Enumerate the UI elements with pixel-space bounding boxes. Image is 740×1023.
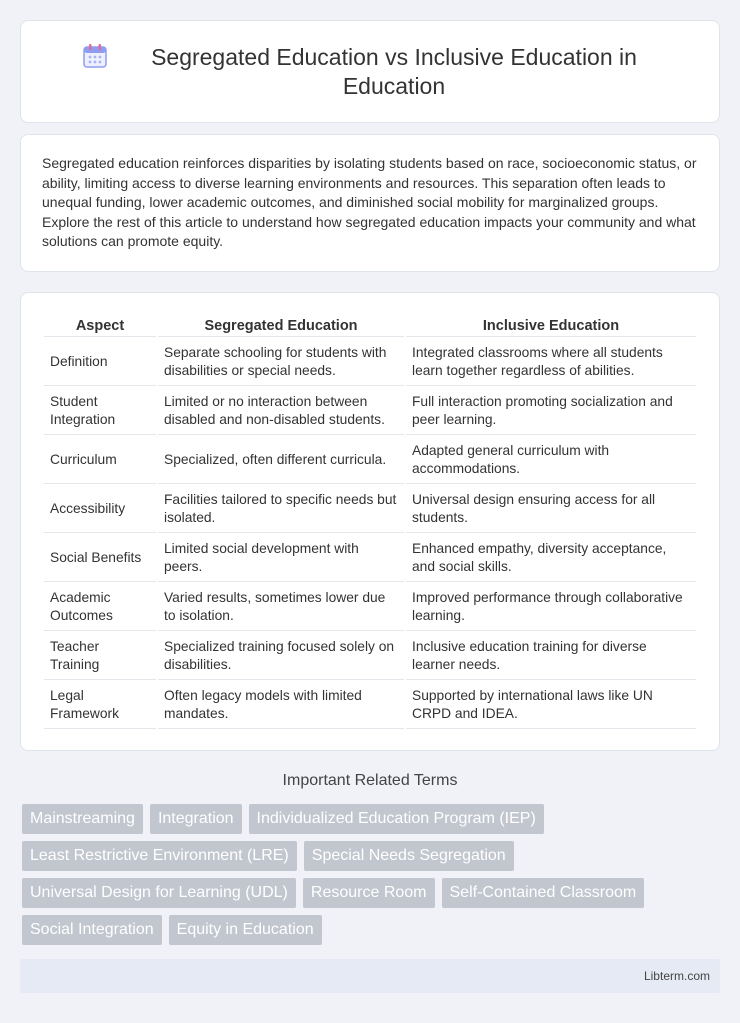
term-tag[interactable]: Special Needs Segregation bbox=[304, 841, 514, 871]
cell-aspect: Curriculum bbox=[44, 437, 156, 484]
header-card bbox=[20, 20, 720, 123]
cell-segregated: Limited or no interaction between disabled and non-disabled students. bbox=[158, 388, 404, 435]
cell-segregated: Specialized training focused solely on disabilities. bbox=[158, 633, 404, 680]
table-row bbox=[44, 682, 696, 729]
table-row bbox=[44, 535, 696, 582]
comparison-table-card bbox=[20, 292, 720, 751]
term-tag[interactable]: Social Integration bbox=[22, 915, 162, 945]
cell-aspect: Academic Outcomes bbox=[44, 584, 156, 631]
table-row bbox=[44, 584, 696, 631]
cell-segregated: Separate schooling for students with disabilities or special needs. bbox=[158, 339, 404, 386]
cell-aspect: Teacher Training bbox=[44, 633, 156, 680]
table-row bbox=[44, 486, 696, 533]
header-aspect: Aspect bbox=[44, 315, 156, 337]
cell-segregated: Facilities tailored to specific needs but isolated. bbox=[158, 486, 404, 533]
intro-card bbox=[20, 134, 720, 272]
table-row bbox=[44, 388, 696, 435]
cell-inclusive: Adapted general curriculum with accommodations. bbox=[406, 437, 696, 484]
term-tag[interactable]: Individualized Education Program (IEP) bbox=[249, 804, 544, 834]
related-terms-list bbox=[22, 804, 722, 945]
term-tag[interactable]: Mainstreaming bbox=[22, 804, 143, 834]
footer bbox=[20, 959, 720, 993]
cell-segregated: Specialized, often different curricula. bbox=[158, 437, 404, 484]
term-tag[interactable]: Integration bbox=[150, 804, 242, 834]
cell-aspect: Definition bbox=[44, 339, 156, 386]
cell-inclusive: Enhanced empathy, diversity acceptance, and social skills. bbox=[406, 535, 696, 582]
calendar-icon bbox=[81, 42, 109, 70]
cell-inclusive: Inclusive education training for diverse learner needs. bbox=[406, 633, 696, 680]
related-terms-heading: Important Related Terms bbox=[282, 772, 458, 789]
cell-inclusive: Universal design ensuring access for all students. bbox=[406, 486, 696, 533]
intro-text: Segregated education reinforces disparities by isolating students based on race, socioeconomic status, or ability, limiting access to diverse learning environments and resources. This separation often leads to unequal funding, lower academic outcomes, and diminished social mobility for marginalized groups. Explore the rest of this article to understand how segregated education impacts your community and what solutions can promote equity. bbox=[42, 155, 697, 250]
table-header-row bbox=[44, 315, 696, 337]
term-tag[interactable]: Resource Room bbox=[303, 878, 435, 908]
term-tag[interactable]: Least Restrictive Environment (LRE) bbox=[22, 841, 297, 871]
header-segregated: Segregated Education bbox=[158, 315, 404, 337]
table-row bbox=[44, 437, 696, 484]
cell-inclusive: Integrated classrooms where all students learn together regardless of abilities. bbox=[406, 339, 696, 386]
cell-aspect: Accessibility bbox=[44, 486, 156, 533]
cell-aspect: Legal Framework bbox=[44, 682, 156, 729]
cell-inclusive: Full interaction promoting socialization and peer learning. bbox=[406, 388, 696, 435]
comparison-table bbox=[42, 313, 698, 731]
cell-segregated: Often legacy models with limited mandates. bbox=[158, 682, 404, 729]
table-row bbox=[44, 633, 696, 680]
term-tag[interactable]: Universal Design for Learning (UDL) bbox=[22, 878, 296, 908]
term-tag[interactable]: Equity in Education bbox=[169, 915, 322, 945]
table-row bbox=[44, 339, 696, 386]
term-tag[interactable]: Self-Contained Classroom bbox=[442, 878, 645, 908]
header-inclusive: Inclusive Education bbox=[406, 315, 696, 337]
cell-segregated: Varied results, sometimes lower due to isolation. bbox=[158, 584, 404, 631]
footer-site-link[interactable]: Libterm.com bbox=[643, 969, 710, 983]
cell-inclusive: Supported by international laws like UN CRPD and IDEA. bbox=[406, 682, 696, 729]
page-title: Segregated Education vs Inclusive Education in Education bbox=[151, 43, 637, 99]
cell-aspect: Student Integration bbox=[44, 388, 156, 435]
cell-aspect: Social Benefits bbox=[44, 535, 156, 582]
cell-inclusive: Improved performance through collaborative learning. bbox=[406, 584, 696, 631]
cell-segregated: Limited social development with peers. bbox=[158, 535, 404, 582]
